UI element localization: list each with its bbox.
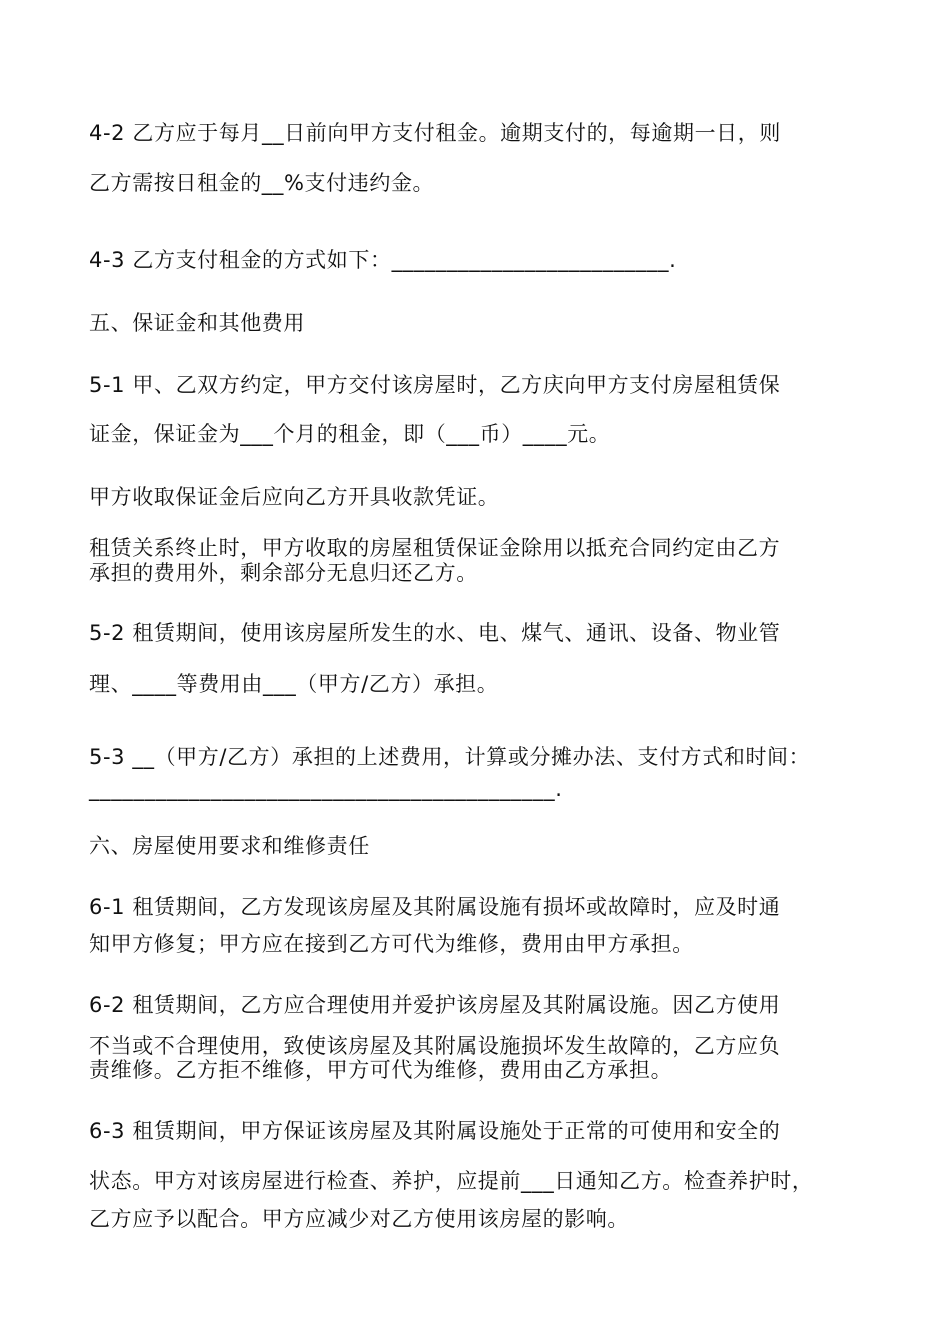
section-heading: 五、保证金和其他费用 (89, 311, 305, 335)
text-line: 5-1 甲、乙双方约定，甲方交付该房屋时，乙方庆向甲方支付房屋租赁保 (89, 373, 781, 397)
text-line: 5-3 __（甲方/乙方）承担的上述费用，计算或分摊办法、支付方式和时间： (89, 745, 811, 769)
section-heading: 六、房屋使用要求和维修责任 (89, 834, 370, 858)
text-line: 乙方应予以配合。甲方应减少对乙方使用该房屋的影响。 (89, 1207, 629, 1231)
text-line: __________________________________________. (89, 777, 563, 801)
text-line: 责维修。乙方拒不维修，甲方可代为维修，费用由乙方承担。 (89, 1058, 673, 1082)
text-line: 6-3 租赁期间，甲方保证该房屋及其附属设施处于正常的可使用和安全的 (89, 1119, 781, 1143)
text-line: 6-1 租赁期间，乙方发现该房屋及其附属设施有损坏或故障时，应及时通 (89, 895, 781, 919)
text-line: 不当或不合理使用，致使该房屋及其附属设施损坏发生故障的，乙方应负 (89, 1034, 781, 1058)
text-line: 租赁关系终止时，甲方收取的房屋租赁保证金除用以抵充合同约定由乙方 (89, 536, 781, 560)
text-line: 甲方收取保证金后应向乙方开具收款凭证。 (89, 485, 500, 509)
text-line: 乙方需按日租金的__%支付违约金。 (89, 171, 435, 195)
text-line: 4-3 乙方支付租金的方式如下：_________________________. (89, 248, 677, 272)
text-line: 6-2 租赁期间，乙方应合理使用并爱护该房屋及其附属设施。因乙方使用 (89, 993, 781, 1017)
text-line: 理、____等费用由___（甲方/乙方）承担。 (89, 672, 499, 696)
text-line: 承担的费用外，剩余部分无息归还乙方。 (89, 561, 478, 585)
text-line: 知甲方修复；甲方应在接到乙方可代为维修，费用由甲方承担。 (89, 932, 694, 956)
text-line: 状态。甲方对该房屋进行检查、养护，应提前___日通知乙方。检查养护时， (89, 1169, 814, 1193)
text-line: 5-2 租赁期间，使用该房屋所发生的水、电、煤气、通讯、设备、物业管 (89, 621, 781, 645)
text-line: 证金，保证金为___个月的租金，即（___币）____元。 (89, 422, 611, 446)
text-line: 4-2 乙方应于每月__日前向甲方支付租金。逾期支付的，每逾期一日，则 (89, 121, 781, 145)
